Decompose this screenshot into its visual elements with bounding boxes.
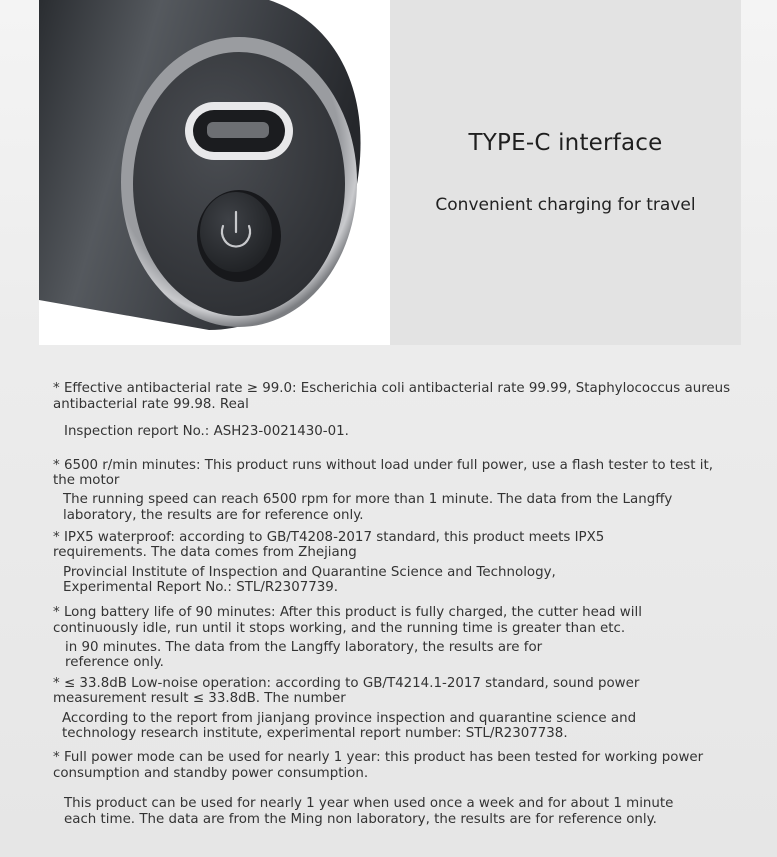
note-line: each time. The data are from the Ming non laboratory, the results are for reference only. <box>64 812 657 827</box>
note-line: antibacterial rate 99.98. Real <box>53 397 249 412</box>
note-line: According to the report from jianjang province inspection and quarantine science and <box>62 711 637 726</box>
note-line: * Full power mode can be used for nearly 1 year: this product has been tested for working power <box>53 750 704 765</box>
feature-title: TYPE-C interface <box>468 130 663 156</box>
note-line: * ≤ 33.8dB Low-noise operation: according to GB/T4214.1-2017 standard, sound power <box>53 676 640 691</box>
note-line: laboratory, the results are for reference only. <box>63 508 364 523</box>
note-line: The running speed can reach 6500 rpm for more than 1 minute. The data from the Langffy <box>63 492 673 507</box>
note-line: the motor <box>53 473 120 488</box>
note-line: Experimental Report No.: STL/R2307739. <box>63 580 339 595</box>
note-line: Provincial Institute of Inspection and Quarantine Science and Technology, <box>63 565 556 580</box>
note-line: measurement result ≤ 33.8dB. The number <box>53 691 346 706</box>
note-line: in 90 minutes. The data from the Langffy laboratory, the results are for <box>65 640 543 655</box>
note-line: * IPX5 waterproof: according to GB/T4208-2017 standard, this product meets IPX5 <box>53 530 605 545</box>
note-line: * Long battery life of 90 minutes: After this product is fully charged, the cutter head will <box>53 605 642 620</box>
note-line: technology research institute, experimental report number: STL/R2307738. <box>62 726 568 741</box>
note-line: Inspection report No.: ASH23-0021430-01. <box>64 424 349 439</box>
note-line: * Effective antibacterial rate ≥ 99.0: Escherichia coli antibacterial rate 99.99, Staphylococcus aureus <box>53 381 731 396</box>
feature-subtitle: Convenient charging for travel <box>435 195 696 215</box>
note-line: consumption and standby power consumption. <box>53 766 369 781</box>
note-line: reference only. <box>65 655 164 670</box>
note-line: * 6500 r/min minutes: This product runs without load under full power, use a flash tester to test it, <box>53 458 714 473</box>
note-line: This product can be used for nearly 1 year when used once a week and for about 1 minute <box>64 796 674 811</box>
note-line: continuously idle, run until it stops working, and the running time is greater than etc. <box>53 621 626 636</box>
note-line: requirements. The data comes from Zhejiang <box>53 545 357 560</box>
